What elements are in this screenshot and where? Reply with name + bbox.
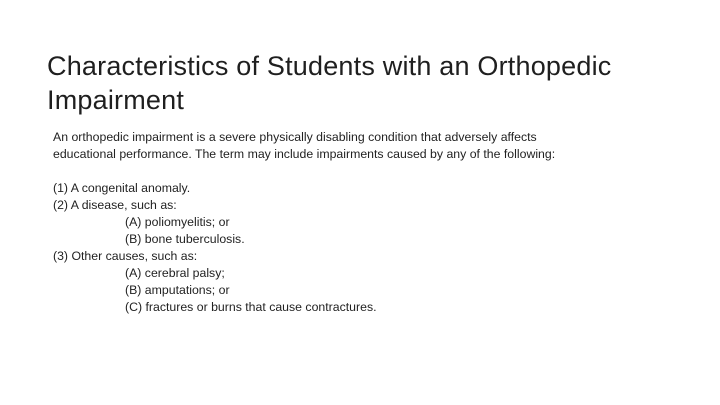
slide-body	[53, 129, 693, 316]
slide-title-line: Impairment	[47, 85, 185, 115]
slide-title-line: Characteristics of Students with an Orthopedic	[47, 51, 612, 81]
list-item-3: (3) Other causes, such as:	[53, 249, 198, 263]
list-item-3c: (C) fractures or burns that cause contractures.	[125, 300, 377, 314]
intro-line: educational performance. The term may include impairments caused by any of the following:	[53, 147, 556, 161]
list-item-2: (2) A disease, such as:	[53, 198, 177, 212]
list-item-2a: (A) poliomyelitis; or	[125, 215, 230, 229]
paragraph-spacer	[53, 163, 693, 180]
slide-title	[47, 49, 687, 117]
list-item-3b: (B) amputations; or	[125, 283, 230, 297]
list-item-3a: (A) cerebral palsy;	[125, 266, 225, 280]
list-item-1: (1) A congenital anomaly.	[53, 181, 191, 195]
list-item-2b: (B) bone tuberculosis.	[125, 232, 245, 246]
intro-line: An orthopedic impairment is a severe physically disabling condition that adversely affects	[53, 130, 537, 144]
